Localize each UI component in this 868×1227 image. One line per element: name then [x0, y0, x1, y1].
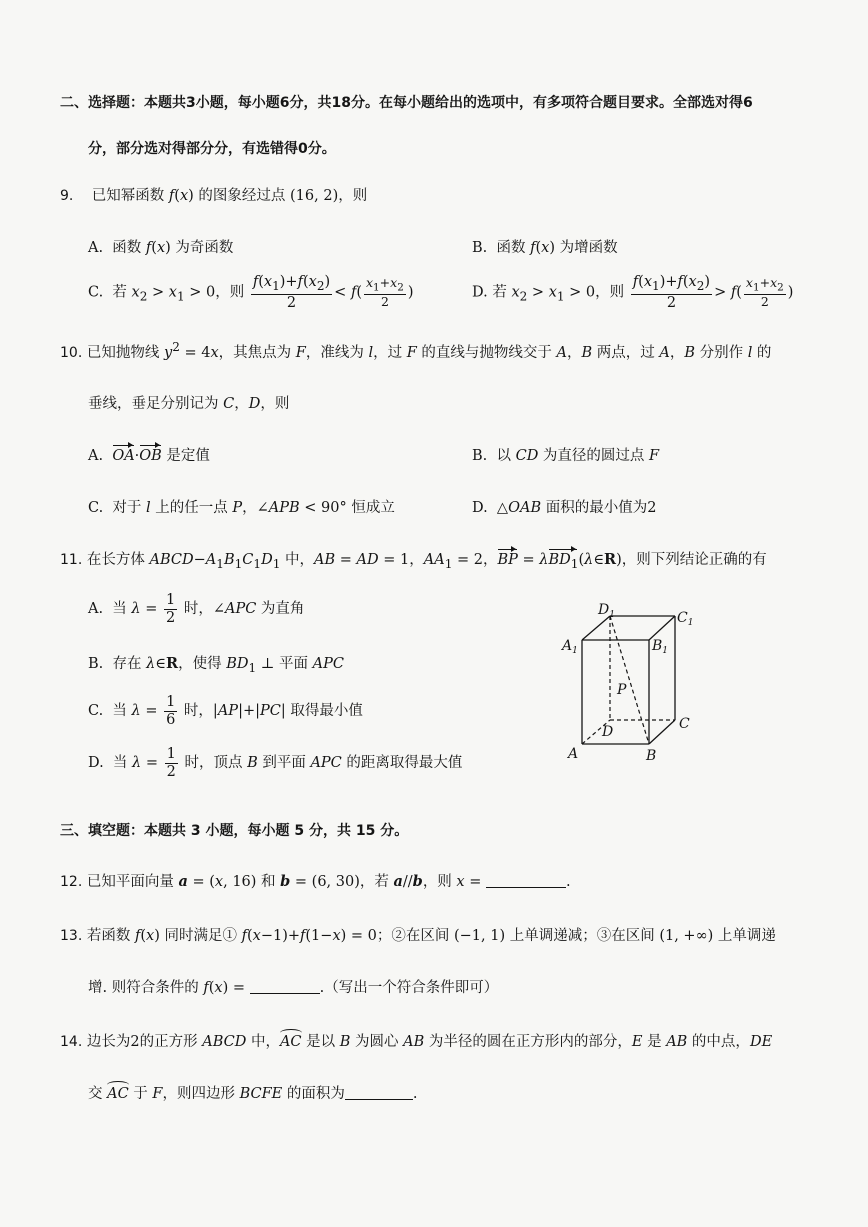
question-12-stem: 12. 已知平面向量 a = (x, 16) 和 b = (6, 30)，若 a//b，则 x = .	[60, 873, 571, 890]
label-c: C	[679, 716, 690, 732]
question-11-stem: 11. 在长方体 $ABCD-A_1B_1C_1D_1$ 中，AB = AD = 1，$AA_1 = 2$，BP = λBD$_1$(λ∈R)，则下列结论正确的有	[60, 551, 767, 571]
q10-option-a: A. OA·OB 是定值	[88, 448, 210, 464]
question-number: 9.	[60, 188, 74, 204]
q11-option-a: A. 当 λ = $\frac{1}{2}$ 时，∠APC 为直角	[88, 592, 305, 626]
edge-a1-d1	[582, 616, 610, 640]
segment-bd1	[610, 616, 649, 744]
q9-option-c: C. 若 $x_2 > x_1 > 0$，则 $\frac{f(x_1)+f(x_2)}{2}$ < f( $\frac{x_1+x_2}{2}$ )	[88, 274, 414, 311]
edge-c1-b1	[649, 616, 675, 640]
label-c1: $C_1$	[677, 610, 694, 628]
section-3-header: 三、填空题：本题共 3 小题，每小题 5 分，共 15 分。	[60, 823, 409, 839]
section-2-header-cont: 分，部分选对得部分分，有选错得0分。	[88, 141, 336, 157]
question-14-stem-cont: 交 AC 于 F，则四边形 BCFE 的面积为 .	[88, 1086, 418, 1102]
question-9-stem: 9. 已知幂函数 f(x) 的图象经过点 (16, 2)，则	[60, 188, 368, 204]
cuboid-figure	[560, 600, 710, 770]
q11-option-c: C. 当 λ = $\frac{1}{6}$ 时，|AP|+|PC| 取得最小值	[88, 694, 363, 728]
question-10-stem-cont: 垂线，垂足分别记为 C，D，则	[88, 396, 290, 412]
label-d1: $D_1$	[598, 602, 615, 620]
q9-option-b: B. 函数 f(x) 为增函数	[472, 240, 618, 256]
question-14-stem: 14. 边长为2的正方形 ABCD 中，AC 是以 B 为圆心 AB 为半径的圆在正方形内的部分，E 是 AB 的中点，DE	[60, 1034, 773, 1050]
q9-option-d: D. 若 $x_2 > x_1 > 0$，则 $\frac{f(x_1)+f(x_2)}{2}$ > f( $\frac{x_1+x_2}{2}$ )	[472, 274, 794, 311]
label-a: A	[568, 746, 579, 762]
q9-option-a: A. 函数 f(x) 为奇函数	[88, 240, 234, 256]
question-10-stem: 10. 已知抛物线 $y^2 = 4x$，其焦点为 F，准线为 l，过 F 的直线与抛物线交于 A，B 两点，过 A，B 分别作 l 的	[60, 340, 772, 361]
q11-option-b: B. 存在 λ∈R，使得 $BD_1$ ⊥ 平面 APC	[88, 655, 344, 675]
q11-option-d: D. 当 λ = $\frac{1}{2}$ 时，顶点 B 到平面 APC 的距离取得最大值	[88, 746, 463, 780]
label-b1: $B_1$	[652, 638, 669, 656]
q10-option-d: D. △OAB 面积的最小值为2	[472, 500, 657, 516]
label-d: D	[602, 724, 614, 740]
label-b: B	[646, 748, 657, 764]
q10-option-b: B. 以 CD 为直径的圆过点 F	[472, 448, 660, 464]
label-a1: $A_1$	[562, 638, 578, 656]
q10-option-c: C. 对于 l 上的任一点 P，∠APB < 90° 恒成立	[88, 500, 395, 516]
label-p: P	[617, 682, 627, 698]
edge-b-c	[649, 720, 675, 744]
question-13-stem: 13. 若函数 f(x) 同时满足① f(x−1)+f(1−x) = 0；②在区间 (−1, 1) 上单调递减；③在区间 (1, +∞) 上单调递	[60, 928, 776, 944]
section-2-header: 二、选择题：本题共3小题，每小题6分，共18分。在每小题给出的选项中，有多项符合题目要求。全部选对得6	[60, 95, 753, 111]
question-13-stem-cont: 增. 则符合条件的 f(x) = .（写出一个符合条件即可）	[88, 980, 499, 996]
